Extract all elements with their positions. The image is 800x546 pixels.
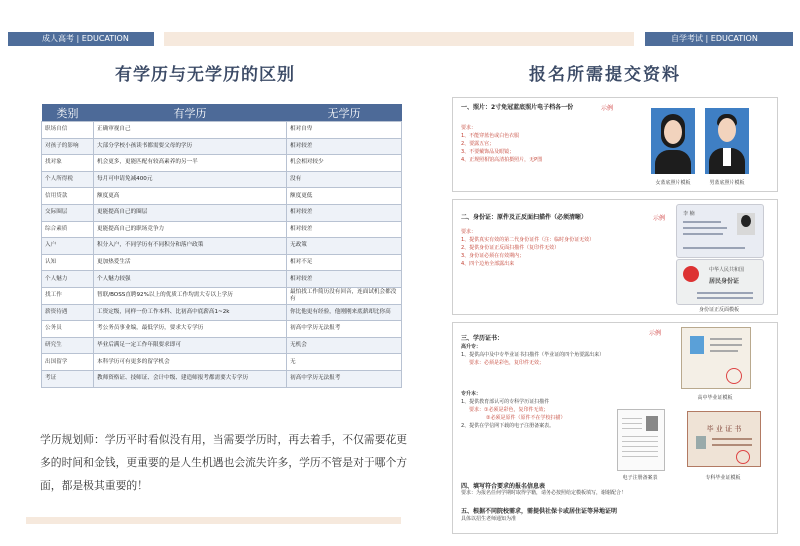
comparison-table (41, 104, 402, 388)
row-category: 入户 (42, 238, 94, 255)
idcard-front (676, 204, 764, 258)
college-label: 专升本： (461, 391, 482, 397)
row-category: 研究生 (42, 337, 94, 354)
education-section-title: 三、学历证书： (461, 335, 504, 342)
high-school-label: 高升专： (461, 344, 482, 350)
table-row (42, 337, 402, 354)
college-certificate-title: 毕 业 证 书 (706, 425, 742, 433)
table-row (42, 254, 402, 271)
table-row (42, 370, 402, 387)
idcard-name: 李 楠 (683, 211, 695, 217)
photo-requirements-panel (452, 97, 778, 192)
row-with-degree: 每月可申请免减400元 (94, 171, 287, 188)
table-row (42, 304, 402, 321)
education-requirements-panel (452, 322, 778, 534)
high-school-certificate (681, 327, 751, 389)
header-left-label: 成人高考 | EDUCATION (8, 32, 154, 46)
row-with-degree: 积分入户，不同学历有不同积分和落户政策 (94, 238, 287, 255)
advice-paragraph: 学历规划师：学历平时看似没有用，当需要学历时，再去着手，不仅需要花更多的时间和金钱，更重要的是人生机遇也会流失许多，学历不管是对于哪个方面，都是极其重要的！ (40, 433, 408, 492)
photo-sample-label: 示例 (601, 105, 614, 112)
row-category: 职场自信 (42, 122, 94, 139)
row-without-degree: 机会相对较少 (287, 155, 402, 172)
table-row (42, 354, 402, 371)
idcard-requirements-panel (452, 199, 778, 315)
row-without-degree: 没有 (287, 171, 402, 188)
row-without-degree: 相对较差 (287, 204, 402, 221)
row-without-degree: 无政策 (287, 238, 402, 255)
row-category: 交际圈层 (42, 204, 94, 221)
social-section-title: 五、根据不同院校需求，需提供社保卡或居住证等异地证明 (461, 508, 618, 515)
row-without-degree: 相对较差 (287, 271, 402, 288)
row-without-degree: 相对自卑 (287, 122, 402, 139)
row-without-degree: 你比他更有经验，他刚刚来底薪却比你高 (287, 304, 402, 321)
fill-section-text: 要求：为报名任何学期时取得学籍，请务必按照给定模板填写，谢谢配合！ (461, 490, 627, 496)
idcard-country: 中华人民共和国 (709, 267, 745, 273)
comparison-table-body (42, 122, 402, 388)
header-with-degree: 有学历 (94, 104, 287, 122)
row-without-degree: 无 (287, 354, 402, 371)
idcard-card-title: 居民身份证 (709, 278, 740, 285)
row-with-degree: 毕业后满足一定工作年限要求即可 (94, 337, 287, 354)
female-photo-template (651, 108, 695, 174)
table-header-row (42, 104, 402, 122)
row-category: 综合素质 (42, 221, 94, 238)
table-row (42, 204, 402, 221)
header-right-label: 自学考试 | EDUCATION (645, 32, 793, 46)
row-category: 找对象 (42, 155, 94, 172)
row-category: 对孩子的影响 (42, 138, 94, 155)
education-sample-label: 示例 (649, 330, 662, 337)
row-with-degree: 机会更多，更能匹配有较高素养的另一半 (94, 155, 287, 172)
idcard-req-1: 1、提供真实有效的第二代身份证件（注：临时身份证无效） (461, 237, 595, 243)
row-with-degree: 本科学历可有更多的留学机会 (94, 354, 287, 371)
row-with-degree: 正确审视自己 (94, 122, 287, 139)
row-with-degree: 更能提高自己的圈层 (94, 204, 287, 221)
idcard-req-4: 4、四个边角全部露出来 (461, 261, 515, 267)
row-with-degree: 个人魅力较强 (94, 271, 287, 288)
photo-req-label: 要求： (461, 125, 477, 131)
row-category: 公务员 (42, 321, 94, 338)
high-school-caption: 高中毕业证模板 (697, 395, 733, 401)
idcard-req-2: 2、提供身份证正反面扫描件（复印件无效） (461, 245, 560, 251)
college-requirement-2: 2、提供在学信网下载的电子注册备案表。 (461, 423, 555, 429)
photo-req-1: 1、不能穿蓝色或白色衣服 (461, 133, 520, 139)
row-without-degree: 额度更低 (287, 188, 402, 205)
row-with-degree: 教师资格证、技师证、会计中级、建造师报考都需要大专学历 (94, 370, 287, 387)
row-with-degree: 大部分学校小孩读书都需要父母的学历 (94, 138, 287, 155)
electronic-registration-caption: 电子注册备案表 (622, 475, 658, 481)
photo-req-3: 3、不要戴饰品及眼镜； (461, 149, 515, 155)
row-with-degree: 智联/BOSS直聘92%以上的优质工作均需大专以上学历 (94, 287, 287, 304)
table-row (42, 321, 402, 338)
high-school-requirement: 1、提供高中及中专毕业证书扫描件（毕业证的四个角要露出来） (461, 352, 605, 358)
college-certificate (687, 411, 761, 467)
row-with-degree: 额度更高 (94, 188, 287, 205)
table-row (42, 287, 402, 304)
table-row (42, 221, 402, 238)
idcard-req-label: 要求： (461, 229, 477, 235)
row-without-degree: 相对较差 (287, 221, 402, 238)
idcard-section-title: 二、身份证：原件及正反面扫描件（必须清晰） (461, 214, 588, 221)
female-photo-caption: 女蓝底照片模板 (655, 180, 691, 186)
row-without-degree: 最怕找工作简历没有回音，连面试机会都没有 (287, 287, 402, 304)
male-photo-template (705, 108, 749, 174)
header-without-degree: 无学历 (287, 104, 402, 122)
idcard-sample-label: 示例 (653, 215, 666, 222)
table-row (42, 122, 402, 139)
college-caption: 专科毕业证模板 (705, 475, 741, 481)
table-row (42, 171, 402, 188)
row-without-degree: 相对较差 (287, 138, 402, 155)
table-row (42, 188, 402, 205)
college-note-2: ②必须是原件（原件不在学校扫描） (486, 415, 566, 421)
header-category: 类别 (42, 104, 94, 122)
row-with-degree: 考公务员事业编，最低学历，要求大专学历 (94, 321, 287, 338)
row-category: 个人魅力 (42, 271, 94, 288)
row-without-degree: 初高中学历无法报考 (287, 321, 402, 338)
idcard-back (676, 259, 764, 305)
male-photo-caption: 男蓝底照片模板 (709, 180, 745, 186)
table-row (42, 238, 402, 255)
photo-req-2: 2、要露五官； (461, 141, 495, 147)
row-without-degree: 初高中学历无法报考 (287, 370, 402, 387)
photo-req-4: 4、正规照相馆高清拍摄照片，无P图 (461, 157, 543, 163)
college-requirement-1: 1、提供教育部认可的专科学历证扫描件 (461, 399, 550, 405)
row-category: 认知 (42, 254, 94, 271)
table-row (42, 271, 402, 288)
row-category: 考证 (42, 370, 94, 387)
high-school-note: 要求：必须是彩色，复印件无效； (469, 360, 545, 366)
row-category: 找工作 (42, 287, 94, 304)
left-page-title: 有学历与无学历的区别 (115, 65, 295, 85)
row-without-degree: 无机会 (287, 337, 402, 354)
photo-section-title: 一、照片：2寸免冠蓝底照片电子档各一份 (461, 104, 574, 111)
college-note-1: 要求：①必须是彩色，复印件无效； (469, 407, 549, 413)
row-with-degree: 更加热爱生活 (94, 254, 287, 271)
row-category: 个人所得税 (42, 171, 94, 188)
row-without-degree: 相对不足 (287, 254, 402, 271)
electronic-registration-form (617, 409, 665, 471)
idcard-req-3: 3、身份证必须在有效期内； (461, 253, 525, 259)
row-category: 薪资待遇 (42, 304, 94, 321)
footer-bar (26, 517, 401, 524)
social-section-text: 具体以招生老师通知为准 (461, 516, 517, 522)
fill-section-title: 四、填写符合要求的报名信息表 (461, 483, 546, 490)
idcard-caption: 身份证正反面模板 (698, 307, 739, 313)
row-with-degree: 工资定级，同样一份工作本科、比初高中底薪高1~2k (94, 304, 287, 321)
table-row (42, 138, 402, 155)
row-category: 出国留学 (42, 354, 94, 371)
row-category: 信用贷款 (42, 188, 94, 205)
row-with-degree: 更能提高自己的职场竞争力 (94, 221, 287, 238)
right-page-title: 报名所需提交资料 (529, 65, 681, 85)
header-divider-bar (164, 32, 634, 46)
table-row (42, 155, 402, 172)
